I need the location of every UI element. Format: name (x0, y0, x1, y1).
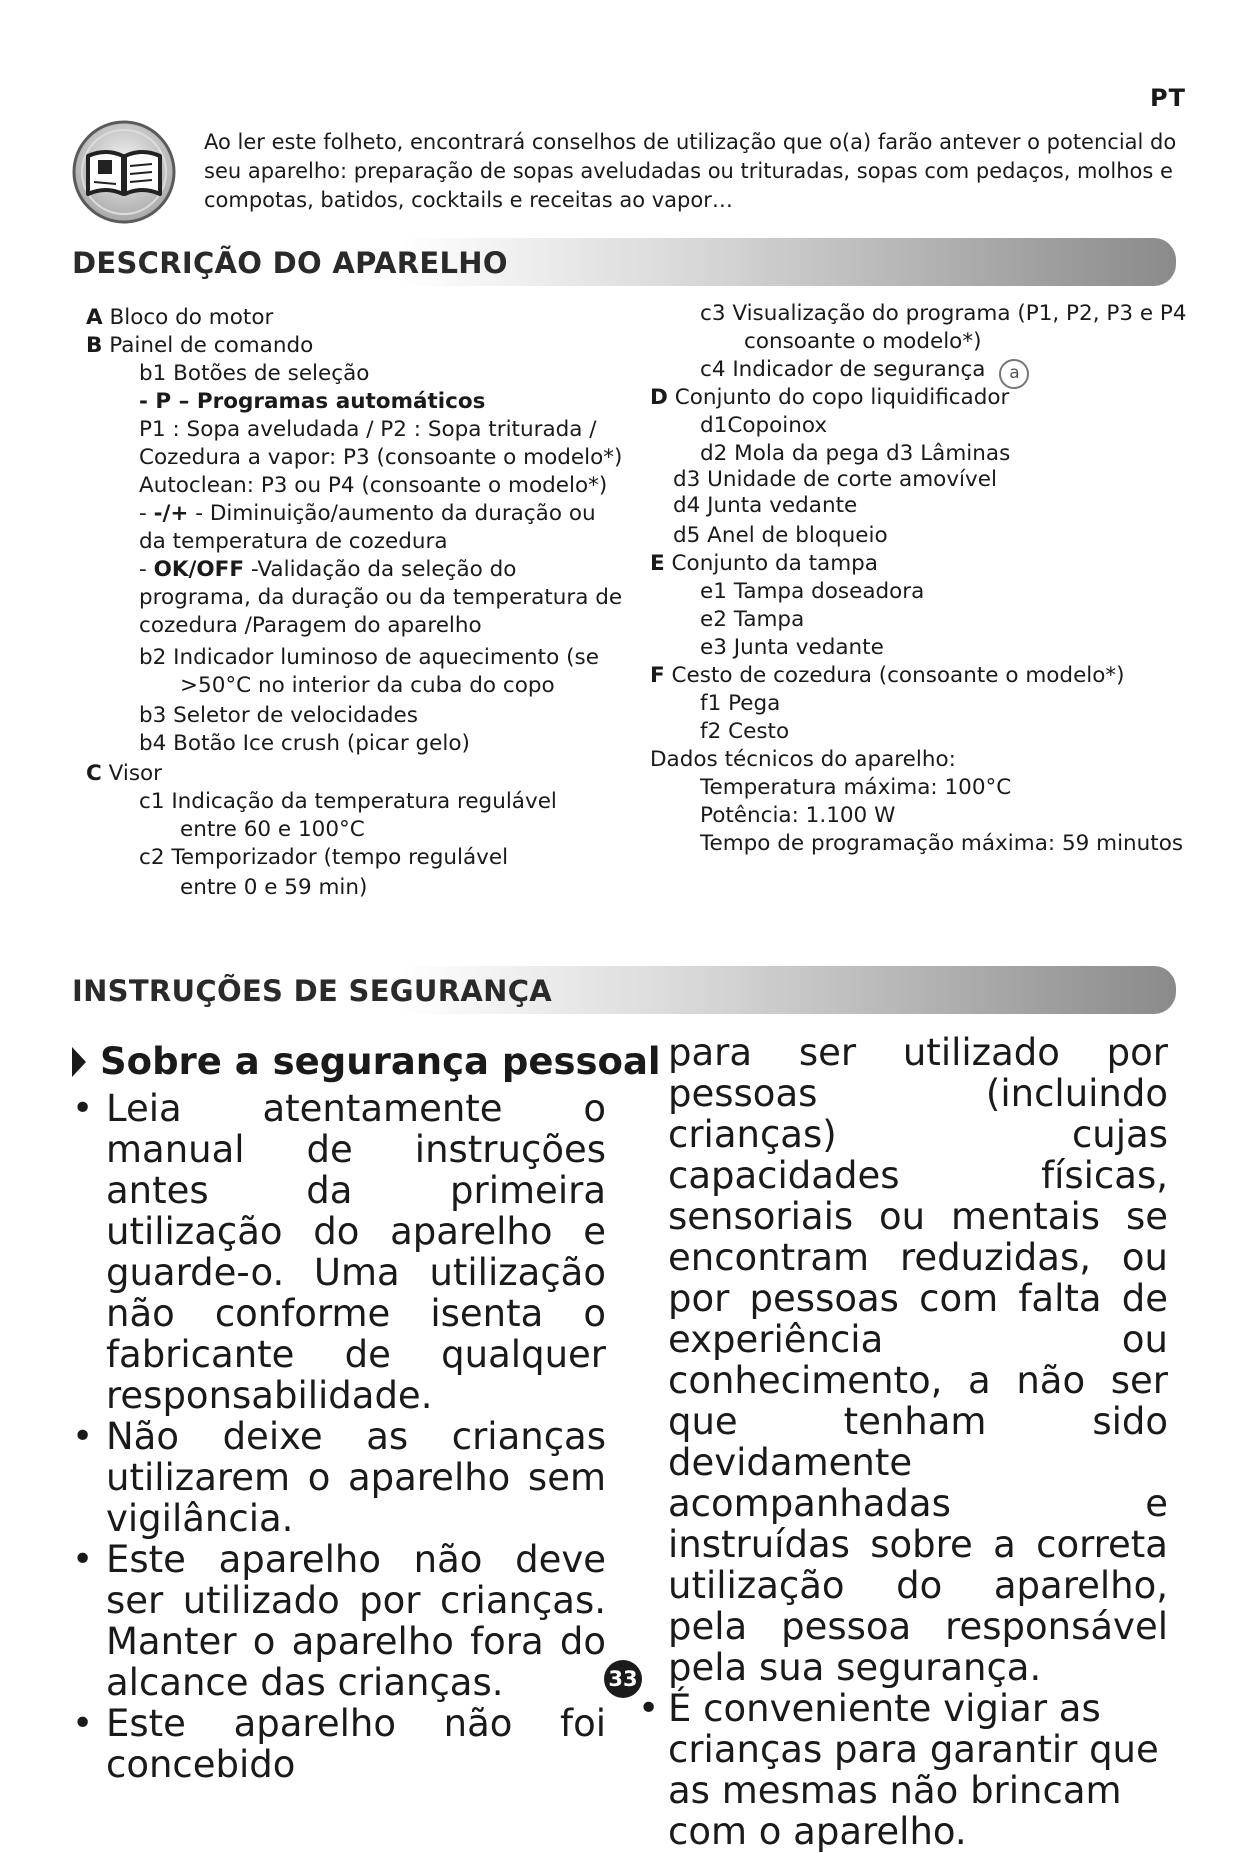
list-item-e1: e1 Tampa doseadora (700, 579, 925, 604)
list-item-f: F Cesto de cozedura (consoante o modelo*) (650, 663, 1125, 688)
list-item-p1-line1: P1 : Sopa aveludada / P2 : Sopa triturada / (139, 417, 597, 442)
list-item-d3: d3 Unidade de corte amovível (673, 467, 997, 492)
list-item-c1-line2: entre 60 e 100°C (180, 817, 365, 842)
list-item-b4: b4 Botão Ice crush (picar gelo) (139, 731, 470, 756)
page-number: 33 (604, 1660, 642, 1698)
list-item-minus-plus-line2: da temperatura de cozedura (139, 529, 448, 554)
personal-safety-heading: Sobre a segurança pessoal (72, 1040, 661, 1084)
list-item-c4: c4 Indicador de segurança a (700, 356, 1029, 389)
list-item-ok-off-line3: cozedura /Paragem do aparelho (139, 613, 482, 638)
tech-time: Tempo de programação máxima: 59 minutos (700, 831, 1184, 856)
intro-text: Ao ler este folheto, encontrará conselhos de utilização que o(a) farão antever o potencial do seu aparelho: preparação de sopas aveludadas ou trituradas, sopas com pedaços, molhos e compotas, batidos, cocktails e receitas ao vapor… (204, 130, 1177, 212)
list-item-c2-line2: entre 0 e 59 min) (180, 875, 368, 900)
section-title-safety: INSTRUÇÕES DE SEGURANÇA (72, 974, 553, 1008)
list-item-c1-line1: c1 Indicação da temperatura regulável (139, 789, 557, 814)
list-item-programs: - P – Programas automáticos (139, 389, 486, 414)
safety-bullet-4: • Este aparelho não foi concebido (72, 1702, 606, 1786)
list-item-ok-off: - OK/OFF -Validação da seleção do (139, 557, 517, 582)
list-item-c2-line1: c2 Temporizador (tempo regulável (139, 845, 509, 870)
language-code: PT (1150, 84, 1186, 112)
list-item-d4: d4 Junta vedante (673, 493, 858, 518)
list-item-d1: d1Copoinox (700, 413, 828, 438)
list-item-b: B Painel de comando (86, 333, 314, 358)
section-title-description: DESCRIÇÃO DO APARELHO (72, 246, 508, 280)
safety-right-column (638, 1031, 1168, 1853)
list-item-b1: b1 Botões de seleção (139, 361, 370, 386)
list-item-f1: f1 Pega (700, 691, 781, 716)
safety-bullet-1: • Leia atentamente o manual de instruções antes da primeira utilização do aparelho e guarde-o. Uma utilização não conforme isenta o fabricante de qualquer responsabilidade. (72, 1087, 606, 1417)
safety-continuation-text: para ser utilizado por pessoas (incluindo crianças) cujas capacidades físicas, sensoriais ou mentais se encontram reduzidas, ou por pessoas com falta de experiência ou conhecimento, a não ser que tenham sido devidamente acompanhadas e instruídas sobre a correta utilização do aparelho, pela pessoa responsável pela sua segurança. (668, 1031, 1168, 1689)
list-item-ok-off-line2: programa, da duração ou da temperatura de (139, 585, 623, 610)
list-item-p1-line2: Cozedura a vapor: P3 (consoante o modelo*) (139, 445, 623, 470)
safety-bullet-5: • É conveniente vigiar as crianças para garantir que as mesmas não brincam com o aparelho. (638, 1687, 1159, 1853)
tech-temperature: Temperatura máxima: 100°C (700, 775, 1012, 800)
list-item-c3-line2: consoante o modelo*) (744, 329, 982, 354)
list-item-e: E Conjunto da tampa (650, 551, 878, 576)
tech-power: Potência: 1.100 W (700, 803, 896, 828)
list-item-f2: f2 Cesto (700, 719, 790, 744)
list-item-d: D Conjunto do copo liquidificador (650, 385, 1010, 410)
safety-left-column (72, 1088, 606, 1785)
list-item-b3: b3 Seletor de velocidades (139, 703, 418, 728)
tech-title: Dados técnicos do aparelho: (650, 747, 956, 772)
list-item-a: A Bloco do motor (86, 305, 274, 330)
list-item-d5: d5 Anel de bloqueio (673, 523, 888, 548)
safety-bullet-2: • Não deixe as crianças utilizarem o aparelho sem vigilância. (72, 1415, 606, 1540)
list-item-b2-line2: >50°C no interior da cuba do copo (180, 673, 555, 698)
list-item-e2: e2 Tampa (700, 607, 805, 632)
list-item-autoclean: Autoclean: P3 ou P4 (consoante o modelo*) (139, 473, 608, 498)
section-bar-safety (68, 966, 1176, 1014)
list-item-c: C Visor (86, 761, 163, 786)
triangle-bullet-icon (72, 1047, 86, 1077)
open-book-icon (72, 120, 176, 224)
list-item-d2: d2 Mola da pega d3 Lâminas (700, 441, 1011, 466)
section-bar-description (68, 238, 1176, 286)
list-item-b2-line1: b2 Indicador luminoso de aquecimento (se (139, 645, 599, 670)
safety-bullet-3: • Este aparelho não deve ser utilizado por crianças. Manter o aparelho fora do alcance das crianças. (72, 1538, 606, 1704)
list-item-e3: e3 Junta vedante (700, 635, 884, 660)
list-item-c3-line1: c3 Visualização do programa (P1, P2, P3 e P4 (700, 301, 1187, 326)
list-item-minus-plus: - -/+ - Diminuição/aumento da duração ou (139, 501, 596, 526)
safety-lock-icon: a (999, 359, 1029, 389)
